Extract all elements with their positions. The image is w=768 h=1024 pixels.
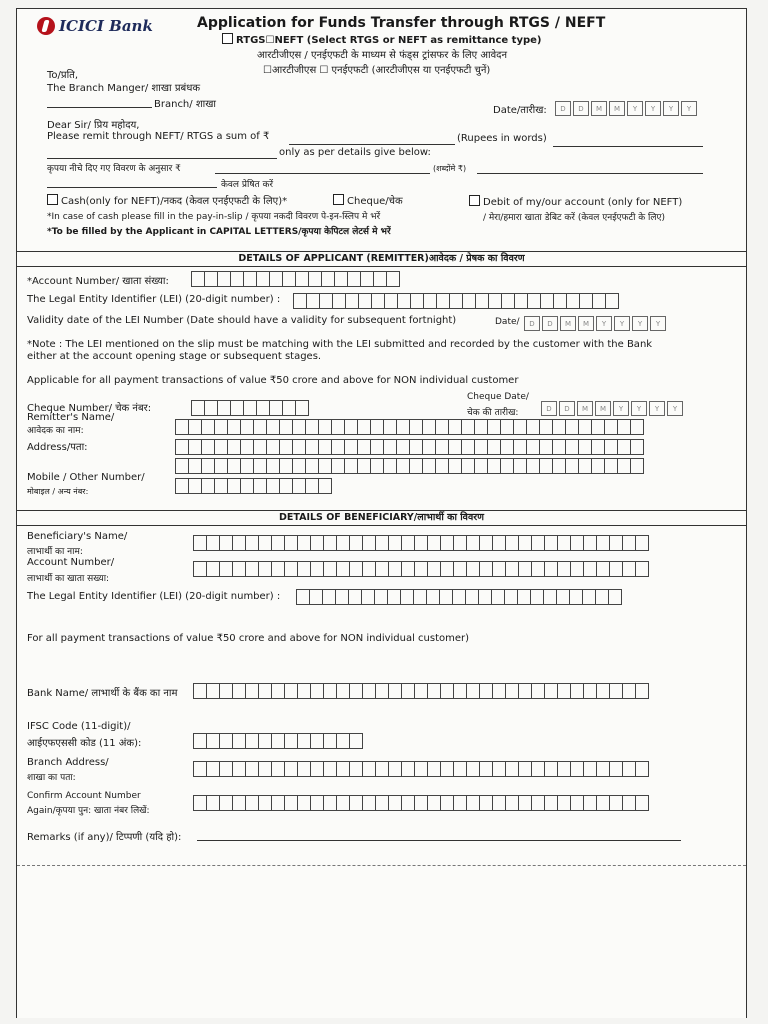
branch-line[interactable]	[47, 107, 152, 108]
tear-line	[17, 865, 746, 866]
as-per-details: only as per details give below:	[279, 147, 431, 158]
bank-name-label: Bank Name/ लाभार्थी के बैंक का नाम	[27, 688, 178, 699]
icici-logo-icon	[37, 17, 55, 35]
form-title: Application for Funds Transfer through RTGS / NEFT	[197, 15, 606, 31]
beneficiary-heading: DETAILS OF BENEFICIARY/लाभार्थी का विवरण	[17, 510, 746, 526]
lei-note-line1: *Note : The LEI mentioned on the slip must be matching with the LEI submitted and recorded by the customer with the Bank	[27, 339, 653, 350]
lei-note-line2: either at the account opening stage or subsequent stages.	[27, 351, 322, 362]
address-boxes-2[interactable]	[175, 458, 643, 474]
beneficiary-name-boxes[interactable]	[193, 535, 648, 551]
rupees-words-line-2[interactable]	[47, 158, 277, 159]
rupees-words-label: (Rupees in words)	[457, 133, 547, 144]
applicable-note: Applicable for all payment transactions of value ₹50 crore and above for NON individual customer	[27, 375, 519, 386]
ifsc-boxes[interactable]	[193, 733, 362, 749]
lei-validity-label: Validity date of the LEI Number (Date should have a validity for subsequent fortnight)	[27, 315, 457, 326]
beneficiary-name-label: Beneficiary's Name/	[27, 531, 128, 542]
beneficiary-lei-label: The Legal Entity Identifier (LEI) (20-digit number) :	[27, 591, 281, 602]
remittance-type-label: RTGS☐NEFT (Select RTGS or NEFT as remittance type)	[236, 35, 542, 46]
bank-name-boxes[interactable]	[193, 683, 648, 699]
remitter-name-hindi: आवेदक का नाम:	[27, 426, 84, 436]
lei-boxes[interactable]	[293, 293, 618, 309]
lei-date-label: Date/	[495, 317, 520, 327]
cheque-number-label: Cheque Number/ चेक नंबर:	[27, 403, 152, 414]
confirm-account-label: Confirm Account Number	[27, 791, 141, 801]
cheque-date-hindi: चेक की तारीख:	[467, 408, 519, 418]
account-number-label: *Account Number/ खाता संख्या:	[27, 276, 169, 287]
lei-label: The Legal Entity Identifier (LEI) (20-digit number) :	[27, 294, 281, 305]
debit-option[interactable]: Debit of my/our account (only for NEFT)	[469, 195, 682, 208]
remitter-heading: DETAILS OF APPLICANT (REMITTER)आवेदक / प्रेषक का विवरण	[17, 251, 746, 267]
remit-label: Please remit through NEFT/ RTGS a sum of ₹	[47, 131, 270, 142]
capital-note: *To be filled by the Applicant in CAPITAL LETTERS/कृपया केपिटल लेटर्स मे भरें	[47, 227, 391, 237]
logo-text: ICICI Bank	[59, 17, 153, 35]
beneficiary-applicable-note: For all payment transactions of value ₹50 crore and above for NON individual customer)	[27, 633, 470, 644]
cheque-date-label: Cheque Date/	[467, 392, 529, 402]
debit-hindi: / मेरा/हमारा खाता डेबिट करें (केवल एनईएफटी के लिए)	[483, 213, 665, 223]
branch-manager-label: The Branch Manger/ शाखा प्रबंधक	[47, 83, 201, 94]
remitter-name-label: Remitter's Name/	[27, 412, 115, 423]
to-label: To/प्रति,	[47, 70, 79, 81]
cheque-number-boxes[interactable]	[191, 400, 308, 416]
beneficiary-account-label: Account Number/	[27, 557, 115, 568]
beneficiary-name-hindi: लाभार्थी का नाम:	[27, 547, 83, 557]
address-label: Address/पता:	[27, 442, 88, 453]
cheque-date-boxes[interactable]: D D M M Y Y Y Y	[541, 401, 685, 416]
cash-note: *In case of cash please fill in the pay-in-slip / कृपया नकदी विवरण पे-इन-स्लिप मे भरें	[47, 212, 381, 222]
hindi-amount-line[interactable]	[215, 173, 430, 174]
beneficiary-account-boxes[interactable]	[193, 561, 648, 577]
date-label: Date/तारीख:	[493, 105, 547, 116]
address-boxes-1[interactable]	[175, 439, 643, 455]
confirm-account-boxes[interactable]	[193, 795, 648, 811]
lei-date-boxes[interactable]: D D M M Y Y Y Y	[524, 316, 668, 331]
branch-address-hindi: शाखा का पता:	[27, 773, 76, 783]
hindi-only-label: केवल प्रेषित करें	[221, 180, 274, 190]
remittance-type-select[interactable]	[222, 33, 542, 46]
beneficiary-account-hindi: लाभार्थी का खाता सख्या:	[27, 574, 110, 584]
ifsc-label: IFSC Code (11-digit)/	[27, 721, 131, 732]
hindi-words-line[interactable]	[477, 173, 703, 174]
icici-logo	[37, 17, 153, 35]
salutation: Dear Sir/ प्रिय महोदय,	[47, 120, 140, 131]
mobile-label: Mobile / Other Number/	[27, 472, 145, 483]
branch-address-label: Branch Address/	[27, 757, 109, 768]
cash-checkbox[interactable]	[47, 194, 58, 205]
rtgs-neft-form	[16, 8, 747, 1018]
hindi-title: आरटीजीएस / एनईएफटी के माध्यम से फंड्स ट्रांसफर के लिए आवेदन	[257, 50, 508, 61]
ifsc-hindi: आईएफएससी कोड (11 अंक):	[27, 738, 142, 749]
date-boxes[interactable]: D D M M Y Y Y Y	[555, 101, 699, 116]
beneficiary-lei-boxes[interactable]	[296, 589, 621, 605]
rtgs-checkbox[interactable]	[222, 33, 233, 44]
hindi-remit-label: कृपया नीचे दिए गए विवरण के अनुसार ₹	[47, 164, 181, 174]
account-number-boxes[interactable]	[191, 271, 399, 287]
hindi-words-line-2[interactable]	[47, 187, 217, 188]
cheque-option[interactable]: Cheque/चेक	[333, 193, 403, 207]
branch-address-boxes[interactable]	[193, 761, 648, 777]
remarks-label: Remarks (if any)/ टिप्पणी (यदि हो):	[27, 832, 182, 843]
mobile-boxes[interactable]	[175, 478, 331, 494]
branch-label: Branch/ शाखा	[154, 99, 216, 110]
hindi-words-label: (शब्दोंमे ₹)	[433, 164, 467, 173]
hindi-select[interactable]: ☐आरटीजीएस ☐ एनईएफटी (आरटीजीएस या एनईएफटी चुनें)	[263, 65, 491, 76]
debit-checkbox[interactable]	[469, 195, 480, 206]
cheque-checkbox[interactable]	[333, 194, 344, 205]
rupees-words-line[interactable]	[553, 146, 703, 147]
mobile-hindi: मोबाइल / अन्य नंबर:	[27, 487, 89, 496]
remitter-name-boxes[interactable]	[175, 419, 643, 435]
remarks-line[interactable]	[197, 840, 681, 841]
cash-option[interactable]: Cash(only for NEFT)/नकद (केवल एनईएफटी के लिए)*	[47, 193, 287, 207]
amount-line[interactable]	[289, 144, 455, 145]
confirm-account-hindi: Again/कृपया पुन: खाता नंबर लिखें:	[27, 806, 150, 816]
